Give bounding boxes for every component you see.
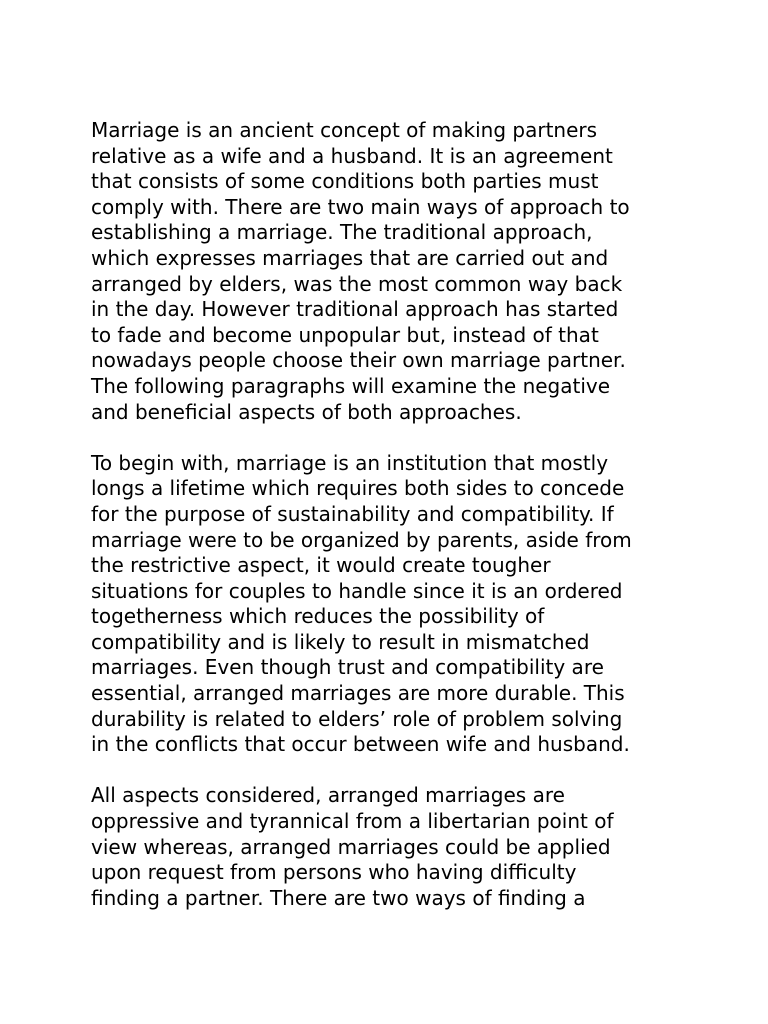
text-line: nowadays people choose their own marriage partner. [91,348,626,373]
text-line: arranged by elders, was the most common way back [91,271,623,296]
text-line: All aspects considered, arranged marriages are [91,783,565,808]
text-line: durability is related to elders’ role of problem solving [91,706,623,731]
text-line: longs a lifetime which requires both sides to concede [91,476,625,501]
text-line: that consists of some conditions both parties must [91,169,599,194]
text-line: relative as a wife and a husband. It is an agreement [91,143,613,168]
text-line: comply with. There are two main ways of approach to [91,194,630,219]
text-line: upon request from persons who having difficulty [91,860,577,885]
text-line: situations for couples to handle since it is an ordered [91,578,623,603]
text-line: Marriage is an ancient concept of making partners [91,118,598,142]
text-line: oppressive and tyrannical from a libertarian point of [91,809,614,834]
text-line: in the day. However traditional approach has started [91,297,619,322]
text-line: to fade and become unpopular but, instead of that [91,322,599,347]
text-line: and beneficial aspects of both approaches. [91,399,522,424]
text-line: marriage were to be organized by parents, aside from [91,527,632,552]
text-line: in the conflicts that occur between wife and husband. [91,732,630,757]
text-line: essential, arranged marriages are more durable. This [91,681,625,706]
paragraph-introduction [91,118,691,425]
text-line: finding a partner. There are two ways of finding a [91,885,586,910]
text-line: the restrictive aspect, it would create tougher [91,553,551,578]
text-line: for the purpose of sustainability and compatibility. If [91,501,614,526]
text-line: establishing a marriage. The traditional approach, [91,220,593,245]
text-line: view whereas, arranged marriages could be applied [91,834,611,859]
text-line: The following paragraphs will examine the negative [91,373,611,398]
text-line: which expresses marriages that are carried out and [91,245,609,270]
essay-body [91,118,691,937]
text-line: compatibility and is likely to result in mismatched [91,629,590,654]
paragraph-conclusion [91,783,691,911]
paragraph-body [91,451,691,758]
text-line: marriages. Even though trust and compatibility are [91,655,604,680]
text-line: togetherness which reduces the possibility of [91,604,545,629]
text-line: To begin with, marriage is an institution that mostly [91,450,609,475]
